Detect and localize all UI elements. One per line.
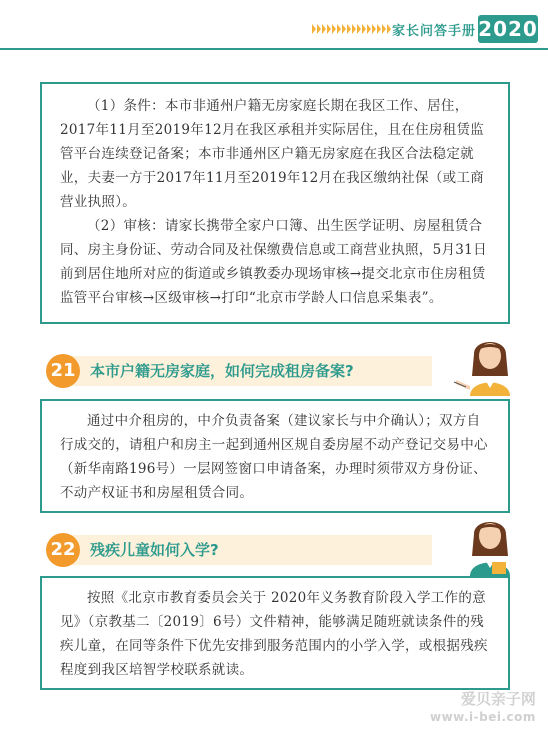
- watermark: 爱贝亲子网 www.i-bei.com: [430, 690, 536, 724]
- section-title: 残疾儿童如何入学?: [90, 541, 219, 559]
- section-title: 本市户籍无房家庭，如何完成租房备案?: [90, 362, 354, 380]
- teacher-illustration-icon: [452, 332, 528, 396]
- teacher-illustration-icon: [452, 512, 528, 576]
- rental-filing-box: [40, 399, 510, 513]
- header-year-badge: 2020: [478, 17, 538, 41]
- header-title: 家长问答手册: [392, 24, 477, 39]
- section-number-badge: 22: [46, 533, 80, 567]
- review-paragraph: （2）审核：请家长携带全家户口簿、出生医学证明、房屋租赁合同、房主身份证、劳动合同及社保缴费信息或工商营业执照，5月31日前到居住地所对应的街道或乡镇教委办现场审核→提交北京市住房租赁监管平台审核→区级审核→打印“北京市学龄人口信息采集表”。: [60, 218, 487, 306]
- section-21-heading: [46, 354, 446, 388]
- disabled-children-text: 按照《北京市教育委员会关于 2020年义务教育阶段入学工作的意见》（京教基二〔2019〕6号）文件精神，能够满足随班就读条件的残疾儿童，在同等条件下优先安排到服务范围内的小学入学，或根据残疾程度到我区培智学校联系就读。: [60, 590, 488, 678]
- header-arrows-decoration: [312, 24, 391, 34]
- section-22-heading: [46, 533, 446, 567]
- conditions-paragraph: （1）条件：本市非通州户籍无房家庭长期在我区工作、居住，2017年11月至2019年12月在我区承租并实际居住，且在住房租赁监管平台连续登记备案；本市非通州区户籍无房家庭在我区合法稳定就业，夫妻一方于2017年11月至2019年12月在我区缴纳社保（或工商营业执照）。: [60, 98, 485, 210]
- conditions-box: [40, 82, 510, 324]
- rental-filing-text: 通过中介租房的，中介负责备案（建议家长与中介确认）；双方自行成交的，请租户和房主一起到通州区规自委房屋不动产登记交易中心（新华南路196号）一层网签窗口申请备案，办理时须带双方身份证、不动产权证书和房屋租赁合同。: [60, 413, 488, 501]
- section-number-badge: 21: [46, 354, 80, 388]
- header-divider: [0, 48, 548, 50]
- disabled-children-box: [40, 576, 510, 690]
